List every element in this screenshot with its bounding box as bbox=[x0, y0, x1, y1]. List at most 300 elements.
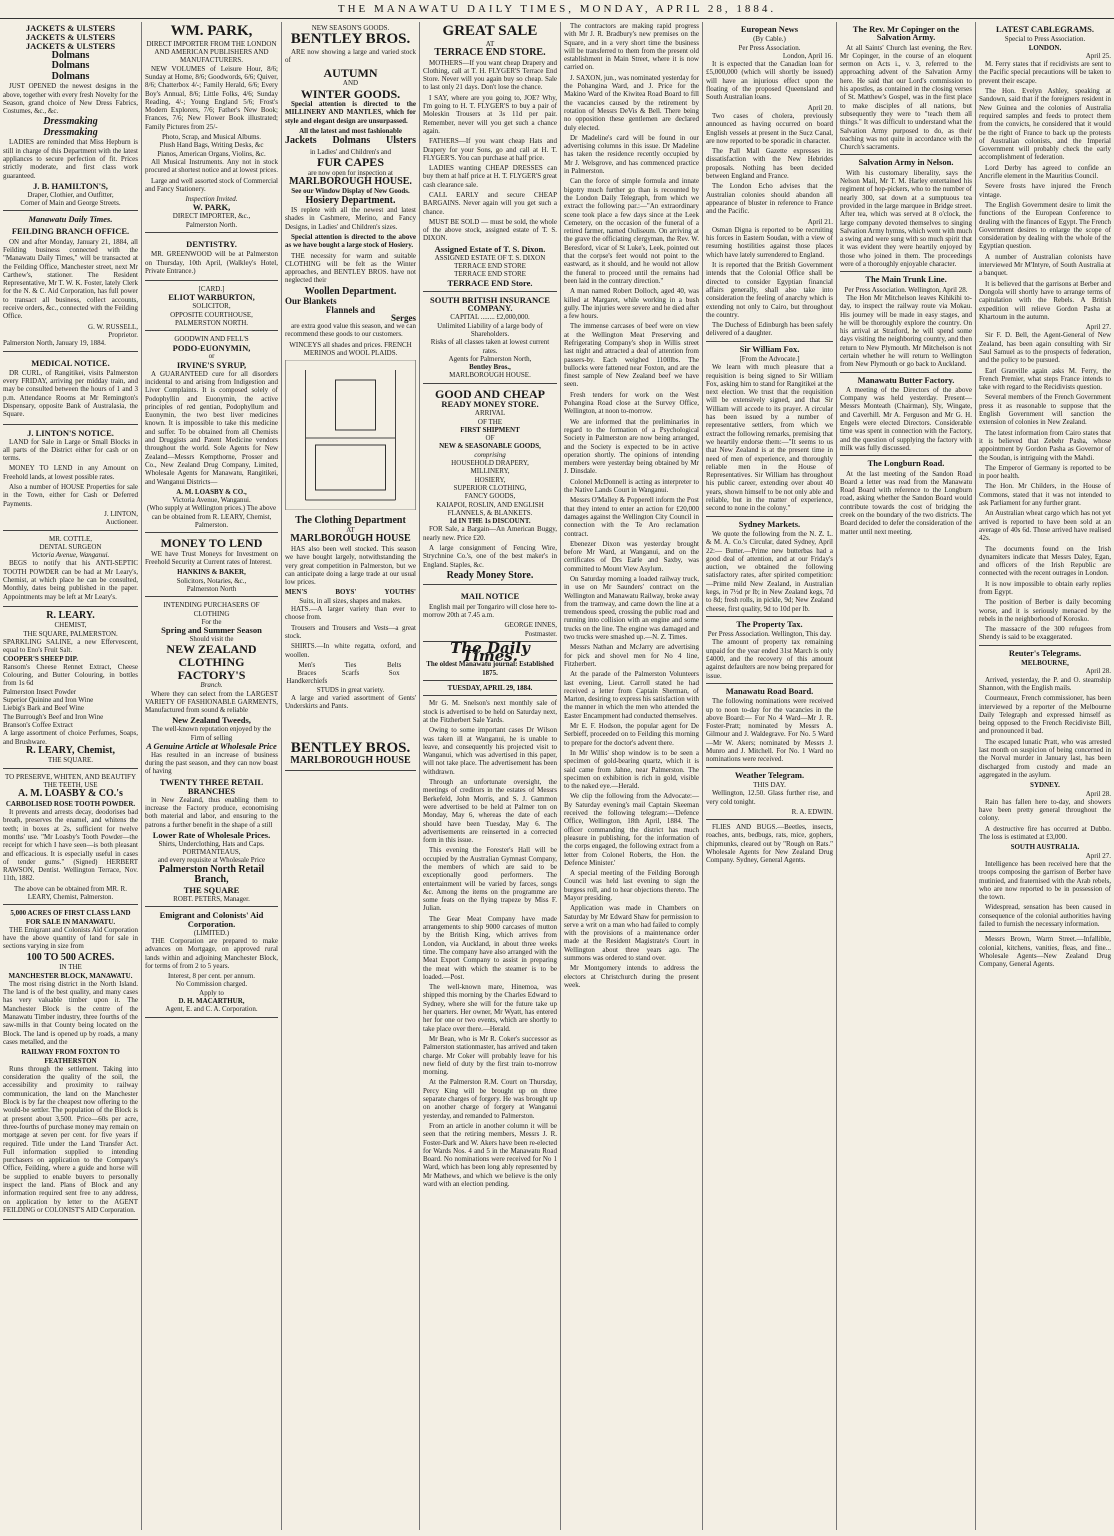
and-line: AND bbox=[342, 79, 359, 88]
showing-line: ARE now showing a large and varied stock of bbox=[285, 48, 416, 65]
editorial-para-3: Through an unfortunate oversight, the meetings of creditors in the estates of Messrs Berkefeld, John Morris, and S. J. Gammon were advertised to be held at Palmer ton on Monday, May 6, whereas the date of each should have been Tuesday, May 6. The advertisements are reinserted in a corrected form in this issue. bbox=[423, 778, 557, 845]
editorial-para-1: Mr G. M. Snelson's next monthly sale of stock is advertised to be held on Saturday next, at the Fitzherbert Sale Yards. bbox=[423, 699, 557, 724]
loasby-body: It prevents and arrests decay, deodorises bad breath, preserves the enamel, and whitens the teeth; in boxes at 2s, sufficient for twelve months' use. "Mr Loasby's Tooth Powder—the receipt for which I have seen—is both pleasant and efficacious. It is especially useful in cases of tender gums." (Signed) HERBERT RAWSON, Dentist. Wellington Terrace, Nov. 11th, 1882. bbox=[3, 808, 138, 883]
well-known-line: The well-known reputation enjoyed by the Firm of selling bbox=[151, 725, 272, 742]
cable-para-14: An Australian wheat cargo which has not yet arrived is reported to have been sold at an average of 40s 6d. Those arrived have realised 42s. bbox=[979, 509, 1111, 543]
studs-line: STUDS in great variety. bbox=[316, 685, 385, 694]
ties-grid bbox=[285, 661, 416, 686]
editorial bbox=[423, 638, 557, 1188]
sydney-markets-body: We quote the following from the N. Z. L. & M. A. Co.'s Circular, dated Sydney, April 22:— Butter.—Prime new butterbas had a good deal of attention, and at our Friday's auction, we obtained the following satisfactory rates, after spirited competition:—Prime mild New Zealand, in Australian kegs, in 7½d pr lb; in New Zealand kegs, 7d to 8d; fresh rolls, in pickle, 9d; New Zealand cheese, first quality, 9d to 10d per lb. bbox=[706, 529, 833, 613]
linton-sign: J. LINTON, bbox=[104, 509, 138, 518]
hamilton-address: Corner of Main and George Streets. bbox=[20, 199, 121, 208]
goods-item-3: HOSIERY, bbox=[474, 475, 506, 484]
park-stock: Large and well assorted stock of Commercial and Fancy Stationery. bbox=[145, 176, 278, 193]
spring-line: Spring and Summer Season bbox=[161, 625, 262, 636]
branches-line: BRANCHES bbox=[187, 785, 236, 796]
eca-sign-name: D. H. MACARTHUR, bbox=[178, 997, 245, 1006]
news-para-14: At the parade of the Palmerston Volunteers last evening, Lieut. Carroll stated he had received a letter from Captain Sherman, of Marton, desiring to express his satisfaction with the manner in which the men who attended the Easter Encampment had conducted themselves. bbox=[564, 670, 699, 720]
autumn-line: AUTUMN bbox=[323, 65, 378, 80]
london-dateline: LONDON. bbox=[1028, 43, 1062, 52]
trunk-line-body: The Hon Mr Mitchelson leaves Kihikihi to-day, to inspect the railway route via Mokau. His journey will be made in easy stages, and he will be thoroughly explore the country. On his arrival at Stratford, he will spend some days visiting the neighboring country, and then return to New Plymouth. Mr Mitchelson is not certain whether he will return to Wellington from New Plymouth or go back to Auckland. bbox=[840, 293, 972, 369]
ties-item: Belts bbox=[386, 660, 402, 669]
park-sign-title: DIRECT IMPORTER, &c., bbox=[172, 212, 251, 221]
leary-address: THE SQUARE, PALMERSTON. bbox=[23, 629, 118, 638]
south-british-heading: SOUTH BRITISH INSURANCE COMPANY. bbox=[430, 294, 550, 314]
editorial-para-6: The well-known mare, Hinemoa, was shipped this morning by the Charles Edward to Sydney, where she will for the future take up her quarters. Her owner, Mr Wyatt, has entered her for one or two events, which are shortly to take place over there.—Herald. bbox=[423, 983, 557, 1033]
mens-label: MEN'S bbox=[285, 588, 308, 597]
divider bbox=[706, 819, 833, 820]
replete-line: IS replete with all the newest and latest shades in Cashmere, Merino, and Fancy Designs, in Ladies' and Children's sizes. bbox=[285, 206, 416, 231]
linton-money: MONEY TO LEND in any Amount on Freehold lands, at lowest possible rates. bbox=[3, 464, 138, 481]
eca-commission: No Commission charged. bbox=[175, 980, 248, 989]
cable-para-16: It is now impossible to obtain early replies from Egypt. bbox=[979, 579, 1111, 596]
farming-line: A large consignment of Fencing Wire, Strychnine Co.'s, one of the best maker's in England. Staples, &c. bbox=[423, 544, 557, 569]
irvine-foot: (Who supply at Wellington prices.) The above can be obtained from R. LEARY, Chemist, Palmerston. bbox=[146, 504, 277, 529]
editorial-para-2: Owing to some important cases Dr Wilson was taken ill at Wanganui, he is unable to leave, and consequently his projected visit to Wanganui, which was advertised in this paper, will not take place. The advertisement has been withdrawn. bbox=[423, 726, 557, 776]
loasby-sub: CARBOLISED ROSE TOOTH POWDER. bbox=[5, 799, 136, 808]
salvation-body: With his customary liberality, says the Nelson Mail, Mr T. M. Harley entertained his regiment of hop-pickers, who to the number of nearly 300, sat down at a sumptuous tea provided in the large marquee in Bridge street. After tea, which was served at 8 o'clock, the large company devoted themselves to singing Salvation Army hymns, which went with much a swing and were sung with so much spirit that it was evident they were heartily enjoyed by those who joined in them. The proceedings were of a thoroughly enjoyable character. bbox=[840, 168, 973, 269]
issue-date: TUESDAY, APRIL 29, 1884. bbox=[447, 684, 533, 693]
news-para-10: Messrs O'Malley & Popperell inform the Post that they intend to enter an action for £20,000 damages against the Wellington City Council in connection with the Te Aro reclamation contract. bbox=[564, 496, 699, 538]
cottle-advert bbox=[3, 533, 138, 607]
property-tax-heading: The Property Tax. bbox=[736, 618, 803, 629]
goods-item-2: MILLINERY, bbox=[470, 467, 510, 476]
youths-label: YOUTHS' bbox=[384, 588, 416, 597]
goods-item-4: SUPERIOR CLOTHING, bbox=[453, 483, 527, 492]
linton-house: Also a number of HOUSE Properties for sale in the Town, either for Cash or Deferred Payments. bbox=[3, 483, 138, 508]
leary-item-8: Branson's Coffee Extract bbox=[3, 720, 73, 729]
news-para-5: A man named Robert Dolloch, aged 40, was killed at Margaret, while working in a bush gully. The injuries were severe and he died after a few hours. bbox=[564, 287, 699, 321]
jackets-label: Jackets bbox=[285, 135, 317, 147]
goods-item-1: HOUSEHOLD DRAPERY, bbox=[451, 459, 529, 468]
flyger-ad-5: CALL EARLY and secure CHEAP BARGAINS. Never again will you get such a chance. bbox=[423, 191, 557, 216]
weather-sign: R. A. EDWIN. bbox=[791, 807, 833, 816]
cable-para-5: The English Government desire to limit the functions of the European Conference to dealing with the finances of Egypt. The French Government desires to enlarge the scope of consideration by dealing with the whole of the Egyptian question. bbox=[979, 200, 1111, 251]
news-para-6: The immense carcases of beef were on view at the Wellington Meat Preserving and Refrigerating Company's shop in Willis street last night and attracted a deal of attention from passers-by. Each weighed 1100lbs. The bullocks were fattened near Foxton, and are the finest sample of New Zealand beef we have seen. bbox=[564, 322, 699, 389]
special2-line: Special attention is directed to the above as we have bought a large stock of Hosiery. bbox=[285, 232, 416, 250]
cable-para-2: The Hon. Evelyn Ashley, speaking at Sandown, said that if the foreigners resident in New Guinea and the colonies of Australia required samples and feeds to protect them from the convicts, he considered that it would be the right of France to back up the protests of Australian colonists, and the Imperial Government will probably check the early accomplishment of federation. bbox=[979, 87, 1111, 162]
leary2-name: R. LEARY, Chemist, bbox=[25, 744, 115, 756]
extra-line: are extra good value this season, and we can recommend these goods to our customers. bbox=[285, 322, 416, 339]
branch-line: Branch. bbox=[200, 681, 223, 690]
dentistry-heading: DENTISTRY. bbox=[186, 238, 237, 249]
stocked-line: HAS also been well stocked. This season we have bought largely, notwithstanding the very great competition in Palmerston, but we can anticipate doing a large trade at our usual low prices. bbox=[285, 544, 416, 587]
goods-item-5: FANCY GOODS, bbox=[464, 492, 516, 501]
dentistry-body: MR. GREENWOOD will be at Palmerston on Thursday, 10th April, (Walkley's Hotel, Private Entrance.) bbox=[145, 250, 278, 275]
leary-title: CHEMIST, bbox=[54, 621, 87, 630]
euro-dateline: London, April 16. bbox=[782, 51, 833, 60]
melbourne-dateline: MELBOURNE, bbox=[1021, 659, 1069, 668]
weather-sub: THIS DAY. bbox=[753, 780, 786, 789]
clothing-heading: The Clothing Department bbox=[295, 514, 406, 526]
euro-para-5: Osman Digna is reported to be recruiting his forces in Eastern Soudan, with a view of resuming hostilities against those places which have lately surrendered to England. bbox=[706, 225, 833, 259]
leary-item-7: The Burrough's Beef and Iron Wine bbox=[3, 712, 104, 721]
leary-item-1: SPARKLING SALINE, a new Effervescent, equal to Eno's Fruit Salt. bbox=[3, 637, 138, 655]
divider bbox=[979, 931, 1111, 932]
cable-para-18: The massacre of the 300 refugees from Shendy is said to be exaggerated. bbox=[979, 625, 1111, 642]
jackets-row bbox=[285, 137, 416, 145]
news-para-19: Application was made in Chambers on Saturday by Mr Edward Shaw for permission to serve a writ on a man who had failed to comply with the provisions of a maintenance order made at the Resident Magistrate's Court in Wellington about three years ago. The summons was ordered to stand over. bbox=[564, 904, 699, 963]
discount-line: 1d IN THE 1s DISCOUNT. bbox=[449, 517, 531, 526]
acres-tail: Runs through the settlement. Taking into consideration the quality of the soil, the accessibility and proximity to railway communication, the land on the Manchester Block is by far the cheapest now offering to the would-be settler. The population of the Block is at present about 3,500. Price—60s per acre, three-fourths of purchase money may remain on mortgage at seven per cent. for five years if required. Title under the Land Transfer Act. Full information supplied to intending purchasers on application to the Company's Office, Feilding, where a guide and horse will be supplied to enable buyers to personally inspect the land. Plans of Block and any information required sent free to any address, on application by letter to the AGENT FEILDING or COLONIST'S AID Corporation. bbox=[3, 1064, 138, 1214]
column-2 bbox=[142, 22, 282, 1530]
column-8 bbox=[976, 22, 1114, 1530]
times-heading: Manawatu Daily Times. bbox=[28, 214, 113, 225]
news-para-4: Can the force of simple formula and innate bigotry much further go than is recounted by the London Daily Telegraph, from which we extract the following par.:—"An extraordinary scene took place a few days since at the Leek Cemetery, on the occasion of the funeral of a retired farmer, named Ouliseum. On arriving at the grave the officiating clergyman, the Rev. W. Beresford, vicar of St Luke's, Leek, pointed out that the corpse's feet would not point to the eastward, as it should, and he would not allow the funeral to proceed until the remains had been laid in the contrary direction." bbox=[564, 177, 699, 285]
eca-advert bbox=[145, 909, 278, 1018]
leary-item-3: Ransom's Cheese Rennet Extract, Cheese Colouring, and Butter Colouring, in bottles from 1s 6d bbox=[3, 662, 138, 688]
property-tax-source: Per Press Association. Wellington, This day. bbox=[707, 630, 832, 639]
irvine-sign-name: A. M. LOASBY & CO., bbox=[176, 487, 247, 496]
woollen-heading: Woollen Department. bbox=[304, 285, 397, 297]
ulsters-label: Ulsters bbox=[386, 135, 416, 147]
eca-heading: Emigrant and Colonists' Aid Corporation. bbox=[159, 909, 264, 929]
date-april-27: April 27. bbox=[1085, 323, 1111, 332]
hosiery-heading: Hosiery Department. bbox=[305, 194, 396, 206]
blankets-line: Our Blankets bbox=[285, 296, 337, 307]
tweeds-line: New Zealand Tweeds, bbox=[172, 715, 251, 726]
news-para-11: Ebenezer Dixon was yesterday brought before Mr Ward, at Wanganui, and on the certificates of Drs Earle and Saxby, was committed to Mount View Asylum. bbox=[564, 539, 699, 573]
leary-advert bbox=[3, 609, 138, 769]
warburton-card bbox=[145, 283, 278, 331]
hamilton-trade: Draper, Clothier, and Outfitter, bbox=[27, 190, 114, 199]
euro-para-2: Two cases of cholera, previously announced as having occurred on board English vessels at present in the Sucz Canal, are now reported to be sporadic in character. bbox=[706, 111, 833, 145]
divider bbox=[840, 455, 972, 456]
divider bbox=[840, 154, 972, 155]
news-para-1: The contractors are making rapid progress with Mr J. R. Bradbury's new premises on the Square, and in a very short time the business will be transferred to them from the present old establishment in Main Street, where it is now carried on. bbox=[564, 22, 699, 72]
bentley-advert bbox=[285, 22, 416, 771]
cable-para-12: The Emperor of Germany is reported to be in poor health. bbox=[979, 463, 1111, 481]
euro-para-4: The London Echo advises that the Australian colonies should abandon all appearance of bluster in reference to France and the Pacific. bbox=[706, 182, 833, 216]
acres-size: 100 TO 500 ACRES. bbox=[26, 951, 115, 963]
capital-line: CAPITAL ........ £2,000,000. bbox=[450, 313, 530, 322]
euro-date-2: April 20. bbox=[807, 103, 833, 112]
jackets-heading-2: JACKETS & ULSTERS bbox=[25, 31, 116, 42]
melb-para-3: The escaped lunatic Pratt, who was arrested last month on suspicion of being concerned in the Norval murder in January last, has been discharged from custody and made an aggregated in the asylum. bbox=[979, 737, 1111, 779]
terrace-line-1: TERRACE END STORE bbox=[454, 262, 526, 270]
shirts-line: Shirts, Underclothing, Hats and Caps. bbox=[158, 839, 265, 848]
eca-interest: Interest, 8 per cent. per annum. bbox=[167, 972, 256, 981]
trunk-line-heading: The Main Trunk Line. bbox=[865, 274, 947, 285]
good-cheap-heading: GOOD AND CHEAP bbox=[434, 386, 545, 401]
south-australia-date: April 27. bbox=[1085, 851, 1111, 860]
eca-sign-title: Agent, E. and C. A. Corporation. bbox=[165, 1005, 258, 1014]
medical-notice bbox=[3, 354, 138, 425]
marlborough-line: MARLBOROUGH HOUSE. bbox=[289, 175, 412, 187]
insurance-advert bbox=[423, 294, 557, 384]
park-item-bags: Plush Hand Bags, Writing Desks, &c bbox=[159, 141, 264, 150]
divider bbox=[979, 645, 1111, 646]
winter-line: WINTER GOODS. bbox=[300, 86, 401, 101]
leary-item-9: A large assortment of choice Perfumes, Soaps, and Brushware. bbox=[3, 729, 138, 746]
editorial-para-8: At the Palmerston R.M. Court on Thursday, Percy King will be brought up on three separate charges of forgery. He was brought up on another charge of forgery at Wanganui yesterday, and remanded to Palmerston. bbox=[423, 1078, 557, 1120]
acres-heading: 5,000 ACRES OF FIRST CLASS LAND FOR SALE IN MANAWATU. bbox=[10, 909, 131, 926]
irvine-head-4: IRVINE'S SYRUP, bbox=[176, 359, 247, 370]
editorial-para-7: Mr Bean, who is Mr R. Coker's successor as Palmerston stationmaster, has arrived and taken charge. Mr Coker will probably leave for his new field of duty by the first train to-morrow morning. bbox=[423, 1034, 557, 1077]
news-para-13: Messrs Nathan and McJarry are advertising for pick and shovel men for No 4 line, Fitzherbert. bbox=[564, 643, 699, 668]
russell-date: Palmerston North, January 19, 1884. bbox=[3, 339, 106, 348]
leary-item-5: Superior Quinine and Iron Wine bbox=[3, 696, 94, 705]
irvine-sign-place: Victoria Avenue, Wanganui. bbox=[172, 496, 251, 505]
divider bbox=[706, 341, 833, 342]
peters-line: ROBT. PETERS, Manager. bbox=[173, 894, 250, 903]
loasby-foot: The above can be obtained from MR. R. LEARY, Chemist, Palmerston. bbox=[14, 884, 127, 901]
comprising-line: comprising bbox=[474, 450, 506, 459]
genuine-line: A Genuine Article at Wholesale Price bbox=[146, 740, 277, 751]
resulted-line: Has resulted in an increase of business during the past season, and they can now boast of having bbox=[145, 750, 278, 776]
euro-para-3: The Pall Mall Gazette expresses its dissatisfaction with the New Hebrides proposals. Nothing has been decided between England and France. bbox=[706, 147, 833, 181]
card-label: [CARD.] bbox=[198, 285, 225, 294]
fur-line: FUR CAPES bbox=[316, 154, 384, 169]
agents-marlborough: MARLBOROUGH HOUSE. bbox=[449, 371, 531, 380]
copinger-heading: The Rev. Mr Copinger on the Salvation Army. bbox=[852, 24, 960, 43]
hats-line: HATS.—A larger variety than ever to choose from. bbox=[285, 605, 416, 622]
melb-para-2: Courmeaux, French commissioner, has been interviewed by a reporter of the Melbourne Daily Telegraph and expressed himself as being opposed to the French Recidiviste Bill, and pronounced it bad. bbox=[979, 694, 1111, 736]
mens-row bbox=[285, 588, 416, 596]
ready2-heading: Ready Money Store. bbox=[446, 569, 534, 581]
divider bbox=[840, 372, 972, 373]
cable-para-15: The documents found on the Irish dynamiters indicate that Messrs Daley, Egan, and officers of the Irish Republic are connected with the recent outrages in London. bbox=[979, 544, 1111, 578]
divider bbox=[706, 767, 833, 768]
for-the-line: For the bbox=[201, 617, 222, 626]
daily-times-title: The Daily Times. bbox=[450, 638, 530, 666]
money-advert bbox=[145, 535, 278, 597]
leary-item-2: COOPER'S SHEEP DIP. bbox=[3, 654, 79, 663]
news-para-9: Colonel McDonnell is acting as interpreter to the Native Lands Court in Wanganui. bbox=[564, 477, 699, 495]
dolmans-heading-2: Dolmans bbox=[51, 60, 90, 72]
arrival-line: ARRIVAL bbox=[474, 409, 506, 418]
park-item-pianos: Pianos, American Organs, Violins, &c. bbox=[157, 149, 266, 158]
divider bbox=[840, 271, 972, 272]
park-heading: WM. PARK, bbox=[170, 23, 253, 39]
eca-limited: (LIMITED.) bbox=[193, 928, 230, 937]
feilding-heading: FEILDING BRANCH OFFICE. bbox=[11, 226, 130, 237]
cottle-title: DENTAL SURGEON bbox=[39, 542, 102, 551]
innes-title: Postmaster. bbox=[524, 629, 557, 638]
warburton-address: OPPOSITE COURTHOUSE, bbox=[170, 310, 253, 319]
open-line: are now open for inspection at bbox=[308, 168, 393, 177]
fox-source: [From the Advocate.] bbox=[739, 354, 800, 363]
flyger-ad-1: MOTHERS—If you want cheap Drapery and Clothing, call at T. H. FLYGER'S Terrace End Store. Never will you again buy so cheap. Sale to last only 21 days. Don't lose the chance. bbox=[423, 58, 557, 92]
leary2-address: THE SQUARE. bbox=[47, 756, 94, 765]
dressmaking-heading-1: Dressmaking bbox=[43, 116, 98, 128]
bentley-heading: BENTLEY BROS. bbox=[290, 31, 411, 48]
warburton-place: PALMERSTON NORTH. bbox=[174, 318, 249, 327]
money-body: WE have Trust Moneys for Investment on Freehold Security at Current rates of Interest. bbox=[145, 549, 278, 567]
euro-press: Per Press Association. bbox=[738, 43, 801, 52]
divider bbox=[706, 516, 833, 517]
goods-item-6: KAIAPOI, ROSLIN, AND ENGLISH FLANNELS, & BLANKETS. bbox=[436, 500, 544, 517]
cable-para-3: Lord Derby has agreed to confide an Ancrifle element in the Mauritius Council. bbox=[979, 163, 1111, 181]
dressmaking-body: LADIES are reminded that Miss Hepburn is still in charge of this Department with the latest appliances to secure perfection of fit. Prices strictly moderate, and first class work guaranteed. bbox=[3, 138, 138, 180]
melbourne-date: April 28. bbox=[1085, 667, 1111, 676]
euro-para-6: It is reported that the British Government intends that the Colonial Office shall be directed to consider Egyptian financial affairs generally, shall also take into consideration the feeling of anarchy which is extending not only to Cairo, but throughout the country. bbox=[706, 261, 833, 319]
nz-clothing-heading: NEW ZEALAND CLOTHING FACTORY'S bbox=[166, 642, 257, 682]
park-body: NEW VOLUMES of Leisure Hour, 8/6; Sunday at Home, 8/6; Goodwords, 6/6; Quiver, 8/6; Chatterbox 4/-; Family Herald, 6/6; Every Boy's Annual, 8/6; Little Folks, 4/6; Sunday Reading, 4/-; Young England 5/6; Frost's Modern Explorers, 7/6; Father's New Book; Frances, 7/6; New Flower Book illustrated; Family Pictures from 25/- bbox=[145, 64, 278, 131]
money-heading: MONEY TO LEND bbox=[160, 536, 263, 551]
dentistry-advert bbox=[145, 235, 278, 281]
news-para-20: Mr Montgomery intends to address the electors at Christchurch during the present week. bbox=[564, 964, 699, 989]
loasby-name: A. M. LOASBY & CO.'s bbox=[18, 788, 123, 800]
trunk-line-source: Per Press Association. Wellington, April 28. bbox=[844, 285, 968, 294]
buggy-line: FOR Sale, a Bargain—An American Buggy, nearly new. Price £20. bbox=[423, 525, 557, 542]
ties-item: Sox bbox=[388, 669, 400, 678]
suits-line: Suits, in all sizes, shapes and makes. bbox=[299, 596, 402, 605]
flyger-ad-3: FATHERS—If you want cheap Hats and Drapery for your Sons, go and call at H. T. FLYGER'S. You can purchase at half price. bbox=[423, 137, 557, 162]
special-line: Special attention is directed to the MILLINERY AND MANTLES, which for style and elegant design are unsurpassed. bbox=[285, 100, 416, 125]
linton-land: LAND for Sale in Large or Small Blocks in all parts of the District either for cash or on terms. bbox=[3, 437, 138, 463]
russell-title: Proprietor. bbox=[108, 330, 138, 339]
sydney-markets-heading: Sydney Markets. bbox=[738, 518, 801, 529]
column-3 bbox=[282, 22, 420, 1530]
cable-para-6: A number of Australian colonists have interviewed Mr M'Intyre, of South Australia at a banquet. bbox=[979, 252, 1111, 278]
leary-item-6: Liebig's Bark and Beef Wine bbox=[3, 704, 84, 713]
serges-line: Serges bbox=[391, 312, 416, 323]
shirts-line: SHIRTS.—In white regatta, oxford, and woollen. bbox=[285, 642, 416, 659]
column-6 bbox=[703, 22, 837, 1530]
linton-notice bbox=[3, 427, 138, 531]
irvine-body: A GUARANTEED cure for all disorders incidental to and arising from Indigestion and Liver Complaints. It is composed solely of Podophyllin and Euonymin, the active principles of red gentian, Podophyllum and Euonymin, the two best liver medicines known. It is impossible to take this medicine and suffer. To be obtained from all Chemists and Druggists and Patent Medicine vendors throughout the world. Sole Agents for New Zealand—Messrs Kempthorne, Prosser and Co., New Zealand Drug Company, Limited, Wholesale Agents for Manawatu, Rangitikei, and Wanganui Districts— bbox=[145, 369, 278, 486]
latest-line: All the latest and most fashionable bbox=[299, 127, 402, 136]
tooth-powder-advert bbox=[3, 771, 138, 906]
cable-para-1: M. Ferry states that if recidivists are sent to the Pacific special precautions will be taken to prevent their escape. bbox=[979, 60, 1111, 85]
european-news-heading: European News bbox=[740, 24, 799, 34]
warburton-name: ELIOT WARBURTON, bbox=[168, 292, 255, 303]
park-music: All Musical Instruments. Any not in stock procured at shortest notice and at lowest prices. bbox=[145, 157, 278, 175]
eca-apply: Apply to bbox=[199, 988, 224, 997]
park-sign-name: W. PARK, bbox=[192, 202, 231, 213]
euro-para-1: It is expected that the Canadian loan for £5,000,000 (which will shortly be issued) will have an injurious effect upon the floating of the proposed Queensland and South Australian loans. bbox=[706, 60, 833, 102]
cable-para-13: The Hon. Mr Childers, in the House of Commons, stated that it was not intended to ask Parliament for any further grant. bbox=[979, 482, 1111, 508]
editorial-para-5: The Gear Meat Company have made arrangements to ship 9000 carcases of mutton by the British King, which arrives from London, via Auckland, in about three weeks time. The company have also arranged with the Meat Export Company to assist in preparing the meat with which the steamer is to be loaded.—Post. bbox=[423, 914, 557, 981]
cottle-address: Victoria Avenue, Wanganui. bbox=[31, 551, 110, 560]
news-para-15: Mr E. F. Hodson, the popular agent for De Serbieff, proceeded on to Feilding this morning to prepare for the doctor's advent there. bbox=[564, 722, 699, 747]
cottle-body: BEGS to notify that his ANTI-SEPTIC TOOTH POWDER can be had at Mr Leary's, Chemist, at which place he can be consulted, Monthly, dates being published in the paper. Appointments may be left at Mr Leary's. bbox=[3, 559, 138, 601]
column-1 bbox=[0, 22, 142, 1530]
longburn-heading: The Longburn Road. bbox=[867, 458, 945, 469]
lower-line: Lower Rate of Wholesale Prices. bbox=[152, 829, 271, 840]
irvine-advert bbox=[145, 333, 278, 533]
park-invite: Inspection Invited. bbox=[185, 195, 238, 204]
reuter-heading: Reuter's Telegrams. bbox=[1008, 647, 1082, 658]
syd-para-2: A destructive fire has occurred at Dubbo. The loss is estimated at £3,000. bbox=[979, 824, 1111, 842]
sydney-dateline: SYDNEY. bbox=[1030, 781, 1060, 790]
melb-para-1: Arrived, yesterday, the P. and O. steamship Shannon, with the English mails. bbox=[979, 675, 1111, 692]
syd-para-1: Rain has fallen here to-day, and showers have been pretty general throughout the colony. bbox=[979, 797, 1111, 823]
flannels-line: Flannels and bbox=[325, 304, 376, 315]
weather-body: Wellington, 12.50. Glass further rise, and very cold tonight. bbox=[706, 789, 833, 806]
irvine-head-3: or bbox=[208, 352, 215, 361]
sa-para-2: Widespread, sensation has been caused in consequence of the colonial authorities having failed to furnish the necessary information. bbox=[979, 903, 1111, 928]
jackets-heading-3: JACKETS & ULSTERS bbox=[25, 40, 116, 51]
cable-para-4: Severe frosts have injured the French vintage. bbox=[979, 182, 1111, 199]
sydney-date: April 28. bbox=[1085, 789, 1111, 798]
ties-item: Scarfs bbox=[341, 669, 360, 678]
park-advert bbox=[145, 22, 278, 233]
news-para-12: On Saturday morning a loaded railway truck, in use on Mr Saunders' contract on the Wellington and Manawatu Railway, broke away from the tramway, and came down the line at a tremendous speed, crossing the public road and running into collision with an engine and some trucks on the line. The engine was damaged and two trucks were smashed up.—N. Z. Times. bbox=[564, 575, 699, 642]
flyger-ad-2: I SAY, where are you going to, JOE? Why, I'm going to H. T. FLYGER'S to buy a pair of Moleskin Trousers at 3s 11d per pair. Remember, never will you get such a chance again. bbox=[423, 93, 557, 135]
editorial-para-4: This evening the Forester's Hall will be occupied by the Australian Gymnast Company, the members of which are said to be exceptionally good performers. The entertainment will be varied by farces, songs &c. Among the items on the programme are some feats on the flying trapeze by Miss F. Julian. bbox=[423, 846, 557, 913]
terrace-line-3: TERRACE END Store. bbox=[447, 277, 533, 288]
dolmans-label: Dolmans bbox=[332, 135, 371, 147]
editorial-para-9: From an article in another column it will be seen that the retiring members, Messrs J. R. Foster-Dark and W. Akers have been re-elected for Wards Nos. 4 and 5 in the Manawatu Road Board. No nominations were received for No 1 Ward, which has been long ably represented by Mr Mathews, and which we believe is the only ward with an election pending. bbox=[423, 1121, 557, 1188]
great-sale-advert bbox=[423, 22, 557, 292]
date-april-25: April 25. bbox=[1085, 51, 1111, 60]
assigned-heading: Assigned Estate of T. S. Dixon. bbox=[434, 243, 546, 254]
russell-name: G. W. RUSSELL, bbox=[88, 322, 138, 331]
divider bbox=[706, 683, 833, 684]
acres-in: IN THE bbox=[59, 963, 82, 972]
square-line: THE SQUARE bbox=[183, 884, 240, 895]
ties-item: Ties bbox=[344, 660, 357, 669]
select-line: Where they can select from the LARGEST VARIETY OF FASHIONABLE GARMENTS, Manufactured from sound & reliable bbox=[145, 689, 278, 715]
great-sale-heading: GREAT SALE bbox=[442, 23, 538, 39]
euro-date-3: April 21. bbox=[807, 217, 833, 226]
weather-heading: Weather Telegram. bbox=[734, 769, 805, 780]
news-para-16: In Mr Willis' shop window is to be seen a specimen of gold-bearing quartz, which it is said came from Jahne, near Palmerston. The specimen on exhibition is rich in gold, visible to the naked eye.—Herald. bbox=[564, 748, 699, 791]
of-the-line: OF THE bbox=[477, 417, 503, 426]
every-line: and every requisite at Wholesale Price bbox=[157, 856, 266, 865]
feilding-office-advert bbox=[3, 213, 138, 351]
park-sign-place: Palmerston North. bbox=[185, 220, 238, 229]
news-para-18: A special meeting of the Feilding Borough Council was held last evening to sign the burgess roll, and to hear objections thereto. The Mayor presiding. bbox=[564, 869, 699, 902]
first-shipment: FIRST SHIPMENT bbox=[460, 425, 520, 434]
copinger-body: At all Saints' Church last evening, the Rev. Mr Copinger, in the course of an eloquent sermon on Acts i., v. 3, referred to the approaching advent of the Salvation Army here. He said that our Lord's commission to his apostles, as contained in the closing verses of St. Matthew's Gospel, was in the first place to make disciples of all nations, but subsequently they were to "teach them all things." It was difficult to understand what the Salvation Army purposed to do, as their teaching was not quite in accordance with the Church's sacraments. bbox=[840, 43, 972, 152]
divider bbox=[423, 695, 557, 696]
agents-line: Agents for Palmerston North, bbox=[448, 354, 532, 363]
irvine-head-2: PODO-EUONYMIN, bbox=[172, 342, 251, 353]
acres-more: The most rising district in the North Island. The land is of the best quality, and many cases has very valuable timber upon it. The Manchester Block is the centre of the Manawatu Timber industry, three fourths of the saw-mills in that County being located on the Block. The land is opened up by roads, a many cases metalled, and the bbox=[3, 979, 138, 1046]
ties-item: Men's bbox=[298, 660, 316, 669]
jackets-advert bbox=[3, 22, 138, 211]
winceys-line: WINCEYS all shades and prices. FRENCH MERINOS and WOOL PLAIDS. bbox=[289, 340, 412, 358]
property-tax-body: The amount of property tax remaining unpaid for the year ended 31st March is only £4000, and the recovery of this amount against defaulters are now being prepared for issue. bbox=[706, 638, 833, 680]
goods-line: NEW SEASON'S GOODS. bbox=[311, 24, 390, 32]
clothing-factory-advert bbox=[145, 599, 278, 906]
jackets-heading-1: JACKETS & ULSTERS bbox=[25, 23, 116, 33]
ready-money-heading: READY MONEY STORE. bbox=[441, 399, 539, 410]
masthead: THE MANAWATU DAILY TIMES, MONDAY, APRIL 28, 1884. bbox=[0, 0, 1114, 19]
street-map-image bbox=[285, 360, 416, 510]
good-cheap-advert bbox=[423, 386, 557, 586]
linton-heading: J. LINTON'S NOTICE. bbox=[27, 427, 114, 438]
assigned-sub: ASSIGNED ESTATE OF T. S. DIXON bbox=[434, 253, 546, 262]
visit-line: Should visit the bbox=[189, 635, 234, 644]
column-5 bbox=[561, 22, 703, 1530]
oldest-line: The oldest Manawatu journal: Established 1875. bbox=[426, 660, 554, 677]
agents-bentley: Bentley Bros., bbox=[469, 363, 511, 372]
eca-body: THE Corporation are prepared to make advances on Mortgage, on approved rural lands within and adjoining Manchester Block, for terms of from 2 to 5 years. bbox=[145, 936, 278, 970]
also-line: A large and varied assortment of Gents' Underskirts and Pants. bbox=[285, 693, 416, 711]
col8-foot-advert: Messrs Brown, Warm Street.—Infallible, colonial, kitchens, vanities, fleas, and fine... Wholesale Agents—New Zealand Drug Company, General Agents. bbox=[979, 935, 1111, 969]
new-goods-line: NEW & SEASONABLE GOODS, bbox=[439, 442, 541, 451]
park-sub: DIRECT IMPORTER FROM THE LONDON AND AMERICAN PUBLISHERS AND MANUFACTURERS. bbox=[146, 39, 277, 65]
leary-item-4: Palmerston Insect Powder bbox=[3, 687, 77, 696]
ties-item: Braces bbox=[297, 669, 317, 678]
road-board-heading: Manawatu Road Board. bbox=[725, 685, 814, 696]
money-sign-name: HANKINS & BAKER, bbox=[177, 568, 246, 577]
of-line: OF bbox=[485, 434, 495, 443]
window-line: See our Window Display of New Goods. bbox=[291, 187, 410, 196]
flies-advert: FLIES AND BUGS.—Beetles, insects, roaches, ants, bedbugs, rats, mice, gophers, chipmunks, cleared out by "Rough on Rats." Wholesale Agents for New Zealand Drug Company. Sydney, General Agents. bbox=[706, 823, 833, 865]
south-australia-dateline: SOUTH AUSTRALIA. bbox=[1010, 843, 1080, 852]
fox-heading: Sir William Fox. bbox=[739, 343, 800, 354]
cable-para-11: The latest information from Cairo states that it is believed that Zebehr Pasha, whose appointment by Gordon Pasha as Governor of the Soudan, is intriguing with the Mahdi. bbox=[979, 428, 1111, 462]
irvine-head-1: GOODWIN AND FELL'S bbox=[174, 335, 249, 344]
salvation-heading: Salvation Army in Nelson. bbox=[858, 157, 954, 168]
mail-notice bbox=[423, 587, 557, 641]
money-sign-title: Solicitors, Notaries, &c., bbox=[176, 576, 247, 585]
